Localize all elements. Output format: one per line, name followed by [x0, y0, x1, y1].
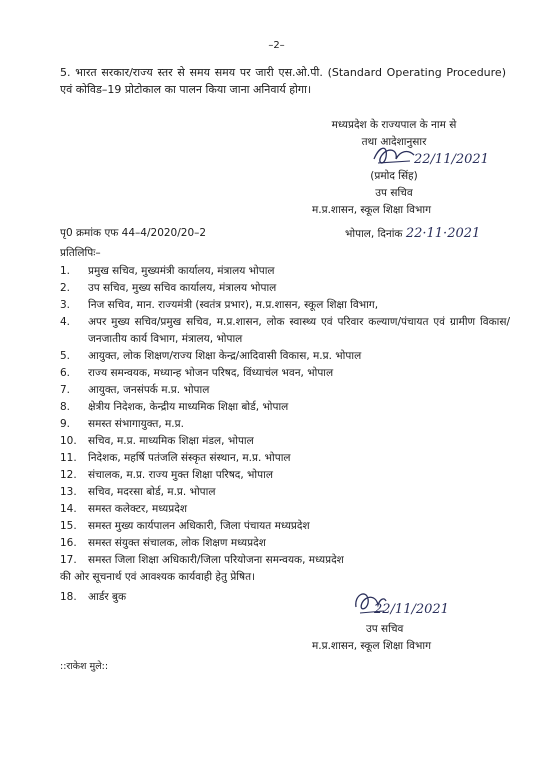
list-item: 18. आर्डर बुक	[60, 591, 127, 603]
paragraph-5: 5. भारत सरकार/राज्य स्तर से समय समय पर जारी एस.ओ.पी. (Standard Operating Procedure) एवं कोविड–19 प्रोटोकाल का पालन किया जाना अनिवार्य होगा।	[60, 66, 506, 96]
typist-initials: ::राकेश मुले::	[60, 661, 109, 672]
list-item: 3. निज सचिव, मान. राज्यमंत्री (स्वतंत्र प्रभार), म.प्र.शासन, स्कूल शिक्षा विभाग,	[60, 299, 379, 311]
sig1-signature-row	[312, 151, 512, 168]
reference-number: पृ0 क्रमांक एफ 44–4/2020/20–2	[60, 227, 207, 239]
list-item: 7. आयुक्त, जनसंपर्क म.प्र. भोपाल	[60, 384, 210, 396]
list-item: 12. संचालक, म.प्र. राज्य मुक्त शिक्षा परिषद, भोपाल	[60, 469, 273, 481]
sig1-department: म.प्र.शासन, स्कूल शिक्षा विभाग	[312, 204, 432, 216]
signature-block-1	[312, 117, 512, 219]
page-number: –2–	[268, 40, 285, 51]
list-item: 1. प्रमुख सचिव, मुख्यमंत्री कार्यालय, मंत्रालय भोपाल	[60, 265, 275, 277]
sig2-handwritten-date: 22/11/2021	[374, 602, 449, 617]
list-item: 8. क्षेत्रीय निदेशक, केन्द्रीय माध्यमिक शिक्षा बोर्ड, भोपाल	[60, 401, 289, 413]
list-item: 13. सचिव, मदरसा बोर्ड, म.प्र. भोपाल	[60, 486, 216, 498]
sig1-line1: मध्यप्रदेश के राज्यपाल के नाम से	[331, 119, 457, 131]
copy-to-label: प्रतिलिपिः–	[60, 247, 101, 259]
list-item: 17. समस्त जिला शिक्षा अधिकारी/जिला परियोजना समन्वयक, मध्यप्रदेश	[60, 554, 344, 566]
sig1-handwritten-date: 22/11/2021	[414, 152, 489, 167]
list-item: 15. समस्त मुख्य कार्यपालन अधिकारी, जिला पंचायत मध्यप्रदेश	[60, 520, 310, 532]
sig1-line2: तथा आदेशानुसार	[361, 136, 427, 148]
list-item: 16. समस्त संयुक्त संचालक, लोक शिक्षण मध्यप्रदेश	[60, 537, 266, 549]
list-item: 4. अपर मुख्य सचिव/प्रमुख सचिव, म.प्र.शासन, लोक स्वास्थ्य एवं परिवार कल्याण/पंचायत एवं ग्रामीण विकास/जनजातीय कार्य विभाग, मंत्रालय, भोपाल	[60, 316, 510, 345]
sig1-designation: उप सचिव	[375, 187, 413, 199]
sig2-signature-row	[312, 599, 512, 621]
list-item: 6. राज्य समन्वयक, मध्यान्ह भोजन परिषद, विंध्याचंल भवन, भोपाल	[60, 367, 334, 379]
reference-line	[60, 226, 510, 240]
sig1-name: (प्रमोद सिंह)	[370, 170, 418, 182]
list-item: 14. समस्त कलेक्टर, मध्यप्रदेश	[60, 503, 187, 515]
continuation-text: की ओर सूचनार्थ एवं आवश्यक कार्यवाही हेतु प्रेषित।	[60, 571, 256, 583]
list-item: 9. समस्त संभागायुक्त, म.प्र.	[60, 418, 184, 430]
recipient-list	[60, 263, 510, 606]
sig2-department: म.प्र.शासन, स्कूल शिक्षा विभाग	[312, 640, 432, 652]
signature-block-2	[312, 599, 512, 655]
reference-handwritten-date: 22·11·2021	[405, 226, 481, 241]
signature-scribble-icon	[370, 141, 420, 171]
list-item: 11. निदेशक, महर्षि पतंजलि संस्कृत संस्थान, म.प्र. भोपाल	[60, 452, 291, 464]
sig2-designation: उप सचिव	[366, 623, 404, 635]
list-item: 10. सचिव, म.प्र. माध्यमिक शिक्षा मंडल, भोपाल	[60, 435, 254, 447]
list-item: 5. आयुक्त, लोक शिक्षण/राज्य शिक्षा केन्द्र/आदिवासी विकास, म.प्र. भोपाल	[60, 350, 362, 362]
place-date-label: भोपाल, दिनांक	[345, 228, 403, 240]
list-item: 2. उप सचिव, मुख्य सचिव कार्यालय, मंत्रालय भोपाल	[60, 282, 277, 294]
